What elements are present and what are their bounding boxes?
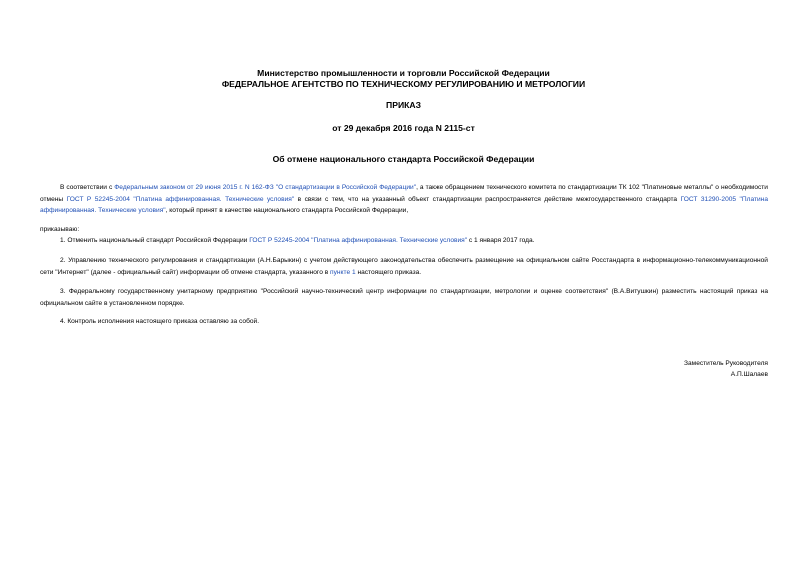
doc-subject-heading: Об отмене национального стандарта Российской Федерации — [272, 154, 535, 164]
order-item-4: 4. Контроль исполнения настоящего приказа оставляю за собой. — [60, 318, 260, 325]
preamble-paragraph — [40, 182, 768, 217]
item-1-text-end: с 1 января 2017 года. — [467, 237, 535, 244]
ministry-title: Министерство промышленности и торговли Российской Федерации — [257, 68, 550, 78]
preamble-text-mid: , а также обращением технического комитета по стандартизации ТК 102 "Платиновые металлы" о необходимости отмены — [40, 184, 768, 203]
item-1-gost-link[interactable]: ГОСТ Р 52245-2004 "Платина аффинированная. Технические условия" — [249, 237, 468, 244]
order-item-1 — [40, 235, 768, 247]
order-item-3: 3. Федеральному государственному унитарному предприятию "Российский научно-технический центр информации по стандартизации, метрологии и оценке соответствия" (В.А.Витушкин) разместить настоящий приказ на официальном сайте в установленном порядке. — [40, 288, 768, 307]
item-2-text-end: настоящего приказа. — [355, 268, 422, 276]
signatory-name: А.П.Шалаев — [730, 371, 768, 378]
order-word: приказываю: — [40, 226, 80, 233]
preamble-text-end: , который принят в качестве национального стандарта Российской Федерации, — [165, 207, 409, 215]
signatory-position: Заместитель Руководителя — [684, 360, 768, 367]
item-2-text-start: 2. Управлению технического регулирования и стандартизации (А.Н.Барыкин) с учетом действующего законодательства обеспечить размещение на официальном сайте Росстандарта в информационно-телекоммуникационной сети "Интернет" (далее - официальный сайт) информации об отмене стандарта, указанного в — [40, 257, 768, 276]
doc-type-heading: ПРИКАЗ — [386, 100, 421, 110]
doc-date-number: от 29 декабря 2016 года N 2115-ст — [332, 123, 475, 133]
gost-31290-link[interactable]: ГОСТ 31290-2005 "Платина аффинированная. Технические условия" — [40, 195, 768, 215]
law-link[interactable]: Федеральным законом от 29 июня 2015 г. N 162-ФЗ "О стандартизации в Российской Федерации" — [114, 184, 417, 191]
item-2-clause-link[interactable]: пункте 1 — [330, 268, 356, 276]
gost-52245-link[interactable]: ГОСТ Р 52245-2004 "Платина аффинированная. Технические условия" — [66, 195, 295, 203]
agency-title: ФЕДЕРАЛЬНОЕ АГЕНТСТВО ПО ТЕХНИЧЕСКОМУ РЕГУЛИРОВАНИЮ И МЕТРОЛОГИИ — [221, 79, 586, 89]
item-1-text-start: 1. Отменить национальный стандарт Российской Федерации — [60, 237, 250, 244]
order-item-2 — [40, 255, 768, 278]
preamble-text-start: В соответствии с — [60, 184, 115, 191]
preamble-text-mid2: в связи с тем, что на указанный объект стандартизации распространяется действие межгосударственного стандарта — [294, 195, 681, 203]
